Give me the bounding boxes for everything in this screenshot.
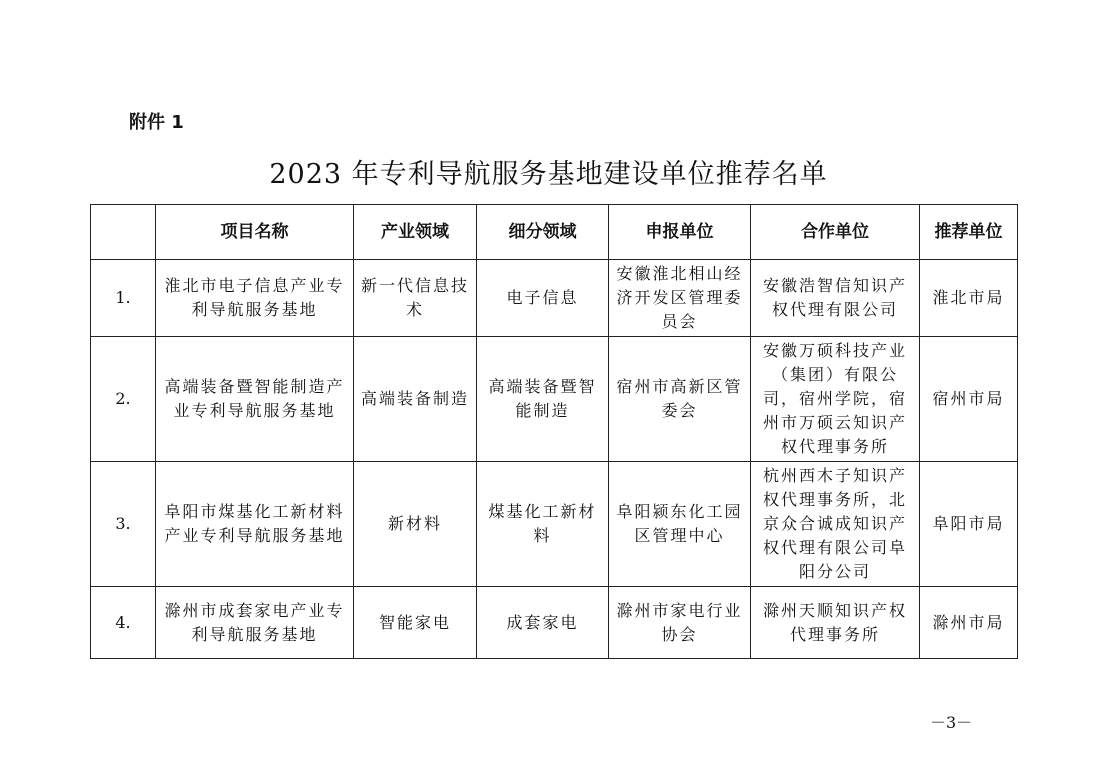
page-number: －3－ [930,713,973,732]
sub-field: 高端装备暨智能制造 [477,337,609,462]
sub-field: 成套家电 [477,587,609,659]
header-project: 项目名称 [156,205,354,260]
recommender-unit: 阜阳市局 [920,462,1018,587]
table-row [91,462,1018,587]
applicant-unit: 阜阳颍东化工园区管理中心 [609,462,751,587]
industry-field: 智能家电 [354,587,477,659]
header-sub-field: 细分领域 [477,205,609,260]
header-recommender: 推荐单位 [920,205,1018,260]
project-name: 高端装备暨智能制造产业专利导航服务基地 [156,337,354,462]
applicant-unit: 宿州市高新区管委会 [609,337,751,462]
header-industry: 产业领域 [354,205,477,260]
header-applicant: 申报单位 [609,205,751,260]
row-number: 4. [91,587,156,659]
table-row [91,260,1018,337]
project-name: 淮北市电子信息产业专利导航服务基地 [156,260,354,337]
project-name: 滁州市成套家电产业专利导航服务基地 [156,587,354,659]
page-title: 2023 年专利导航服务基地建设单位推荐名单 [269,159,828,190]
sub-field: 煤基化工新材料 [477,462,609,587]
row-number: 2. [91,337,156,462]
industry-field: 高端装备制造 [354,337,477,462]
header-no [91,205,156,260]
row-number: 3. [91,462,156,587]
recommender-unit: 滁州市局 [920,587,1018,659]
header-partner: 合作单位 [751,205,920,260]
partner-unit: 滁州天顺知识产权代理事务所 [751,587,920,659]
industry-field: 新材料 [354,462,477,587]
recommendation-table [90,204,1018,659]
partner-unit: 安徽浩智信知识产权代理有限公司 [751,260,920,337]
table-row [91,587,1018,659]
partner-unit: 杭州西木子知识产权代理事务所，北京众合诚成知识产权代理有限公司阜阳分公司 [751,462,920,587]
applicant-unit: 安徽淮北相山经济开发区管理委员会 [609,260,751,337]
partner-unit: 安徽万硕科技产业（集团）有限公司，宿州学院，宿州市万硕云知识产权代理事务所 [751,337,920,462]
table-header-row [91,205,1018,260]
attachment-label: 附件 1 [129,112,184,133]
row-number: 1. [91,260,156,337]
recommender-unit: 淮北市局 [920,260,1018,337]
recommender-unit: 宿州市局 [920,337,1018,462]
industry-field: 新一代信息技术 [354,260,477,337]
applicant-unit: 滁州市家电行业协会 [609,587,751,659]
sub-field: 电子信息 [477,260,609,337]
table-row [91,337,1018,462]
project-name: 阜阳市煤基化工新材料产业专利导航服务基地 [156,462,354,587]
